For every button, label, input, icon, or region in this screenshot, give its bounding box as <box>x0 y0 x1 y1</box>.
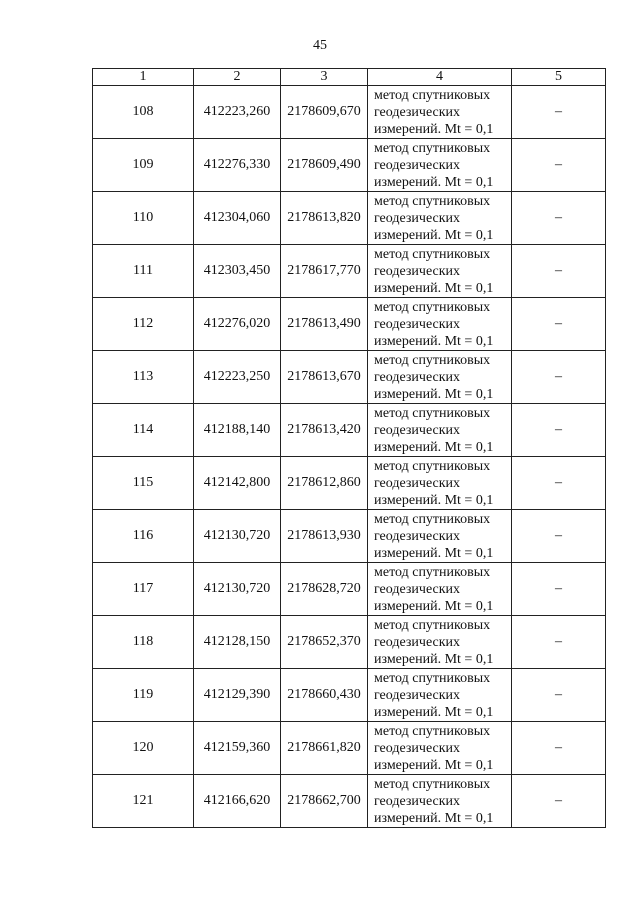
point-number-cell: 118 <box>93 616 194 669</box>
coordinate-x-cell: 412188,140 <box>194 404 281 457</box>
coordinate-x-cell: 412223,250 <box>194 351 281 404</box>
table-row <box>93 192 606 245</box>
method-text-line: метод спутниковых <box>374 352 491 368</box>
coordinates-table <box>92 68 606 828</box>
method-cell <box>368 616 512 669</box>
table-row <box>93 510 606 563</box>
table-row <box>93 351 606 404</box>
table-row <box>93 86 606 139</box>
table-row <box>93 245 606 298</box>
note-cell: – <box>512 404 606 457</box>
method-text-line: геодезических <box>374 528 461 544</box>
method-cell <box>368 351 512 404</box>
point-number-cell: 115 <box>93 457 194 510</box>
point-number-cell: 111 <box>93 245 194 298</box>
method-text-line: измерений. Mt = 0,1 <box>374 386 494 402</box>
method-text-line: измерений. Mt = 0,1 <box>374 174 494 190</box>
note-cell: – <box>512 351 606 404</box>
method-cell <box>368 775 512 828</box>
coordinate-x-cell: 412130,720 <box>194 563 281 616</box>
point-number-cell: 109 <box>93 139 194 192</box>
method-text-line: геодезических <box>374 740 461 756</box>
method-text-line: метод спутниковых <box>374 140 491 156</box>
coordinate-y-cell: 2178613,820 <box>281 192 368 245</box>
point-number-cell: 108 <box>93 86 194 139</box>
method-text-line: метод спутниковых <box>374 87 491 103</box>
table-row <box>93 457 606 510</box>
table-row <box>93 722 606 775</box>
method-cell <box>368 86 512 139</box>
coordinate-y-cell: 2178613,420 <box>281 404 368 457</box>
coordinate-x-cell: 412129,390 <box>194 669 281 722</box>
method-text-line: измерений. Mt = 0,1 <box>374 333 494 349</box>
method-text-line: метод спутниковых <box>374 405 491 421</box>
header-col-4: 4 <box>368 69 512 86</box>
coordinate-y-cell: 2178612,860 <box>281 457 368 510</box>
table-row <box>93 616 606 669</box>
point-number-cell: 121 <box>93 775 194 828</box>
method-text-line: геодезических <box>374 581 461 597</box>
coordinate-y-cell: 2178628,720 <box>281 563 368 616</box>
point-number-cell: 112 <box>93 298 194 351</box>
coordinate-x-cell: 412166,620 <box>194 775 281 828</box>
coordinate-y-cell: 2178617,770 <box>281 245 368 298</box>
coordinate-x-cell: 412303,450 <box>194 245 281 298</box>
method-text-line: геодезических <box>374 475 461 491</box>
method-text-line: метод спутниковых <box>374 723 491 739</box>
note-cell: – <box>512 457 606 510</box>
method-text-line: геодезических <box>374 263 461 279</box>
method-text-line: геодезических <box>374 687 461 703</box>
method-text-line: метод спутниковых <box>374 246 491 262</box>
table-row <box>93 298 606 351</box>
coordinate-y-cell: 2178652,370 <box>281 616 368 669</box>
coordinate-x-cell: 412128,150 <box>194 616 281 669</box>
point-number-cell: 113 <box>93 351 194 404</box>
method-text-line: геодезических <box>374 422 461 438</box>
method-text-line: измерений. Mt = 0,1 <box>374 439 494 455</box>
method-text-line: метод спутниковых <box>374 670 491 686</box>
method-cell <box>368 245 512 298</box>
method-text-line: метод спутниковых <box>374 564 491 580</box>
note-cell: – <box>512 298 606 351</box>
method-cell <box>368 457 512 510</box>
point-number-cell: 110 <box>93 192 194 245</box>
method-text-line: геодезических <box>374 157 461 173</box>
coordinate-x-cell: 412142,800 <box>194 457 281 510</box>
header-col-2: 2 <box>194 69 281 86</box>
method-text-line: измерений. Mt = 0,1 <box>374 598 494 614</box>
coordinate-x-cell: 412223,260 <box>194 86 281 139</box>
table-row <box>93 139 606 192</box>
table-header-row <box>93 69 606 86</box>
point-number-cell: 119 <box>93 669 194 722</box>
header-col-3: 3 <box>281 69 368 86</box>
coordinate-y-cell: 2178662,700 <box>281 775 368 828</box>
coordinate-x-cell: 412276,330 <box>194 139 281 192</box>
table-row <box>93 669 606 722</box>
point-number-cell: 120 <box>93 722 194 775</box>
page-number: 45 <box>313 38 327 53</box>
method-text-line: измерений. Mt = 0,1 <box>374 651 494 667</box>
coordinate-x-cell: 412130,720 <box>194 510 281 563</box>
coordinate-x-cell: 412276,020 <box>194 298 281 351</box>
method-cell <box>368 563 512 616</box>
table-row <box>93 775 606 828</box>
coordinate-x-cell: 412304,060 <box>194 192 281 245</box>
method-cell <box>368 298 512 351</box>
coordinate-y-cell: 2178661,820 <box>281 722 368 775</box>
method-text-line: измерений. Mt = 0,1 <box>374 280 494 296</box>
method-cell <box>368 404 512 457</box>
method-text-line: геодезических <box>374 634 461 650</box>
method-text-line: метод спутниковых <box>374 776 491 792</box>
method-text-line: измерений. Mt = 0,1 <box>374 121 494 137</box>
header-col-5: 5 <box>512 69 606 86</box>
note-cell: – <box>512 192 606 245</box>
method-cell <box>368 139 512 192</box>
method-text-line: метод спутниковых <box>374 511 491 527</box>
method-text-line: измерений. Mt = 0,1 <box>374 227 494 243</box>
table-row <box>93 563 606 616</box>
method-text-line: геодезических <box>374 793 461 809</box>
coordinate-x-cell: 412159,360 <box>194 722 281 775</box>
note-cell: – <box>512 86 606 139</box>
method-text-line: метод спутниковых <box>374 458 491 474</box>
point-number-cell: 116 <box>93 510 194 563</box>
coordinate-y-cell: 2178613,490 <box>281 298 368 351</box>
method-text-line: геодезических <box>374 210 461 226</box>
note-cell: – <box>512 139 606 192</box>
table-row <box>93 404 606 457</box>
point-number-cell: 114 <box>93 404 194 457</box>
method-text-line: геодезических <box>374 104 461 120</box>
point-number-cell: 117 <box>93 563 194 616</box>
method-cell <box>368 192 512 245</box>
note-cell: – <box>512 775 606 828</box>
note-cell: – <box>512 616 606 669</box>
method-text-line: геодезических <box>374 369 461 385</box>
note-cell: – <box>512 669 606 722</box>
note-cell: – <box>512 563 606 616</box>
method-cell <box>368 722 512 775</box>
method-text-line: измерений. Mt = 0,1 <box>374 545 494 561</box>
coordinate-y-cell: 2178609,490 <box>281 139 368 192</box>
coordinate-y-cell: 2178660,430 <box>281 669 368 722</box>
method-text-line: метод спутниковых <box>374 617 491 633</box>
coordinate-y-cell: 2178609,670 <box>281 86 368 139</box>
table-body <box>93 86 606 828</box>
method-cell <box>368 669 512 722</box>
note-cell: – <box>512 245 606 298</box>
method-text-line: геодезических <box>374 316 461 332</box>
method-text-line: метод спутниковых <box>374 299 491 315</box>
header-col-1: 1 <box>93 69 194 86</box>
method-cell <box>368 510 512 563</box>
method-text-line: измерений. Mt = 0,1 <box>374 704 494 720</box>
method-text-line: измерений. Mt = 0,1 <box>374 492 494 508</box>
note-cell: – <box>512 722 606 775</box>
coordinate-y-cell: 2178613,930 <box>281 510 368 563</box>
method-text-line: измерений. Mt = 0,1 <box>374 810 494 826</box>
coordinate-y-cell: 2178613,670 <box>281 351 368 404</box>
method-text-line: измерений. Mt = 0,1 <box>374 757 494 773</box>
method-text-line: метод спутниковых <box>374 193 491 209</box>
note-cell: – <box>512 510 606 563</box>
